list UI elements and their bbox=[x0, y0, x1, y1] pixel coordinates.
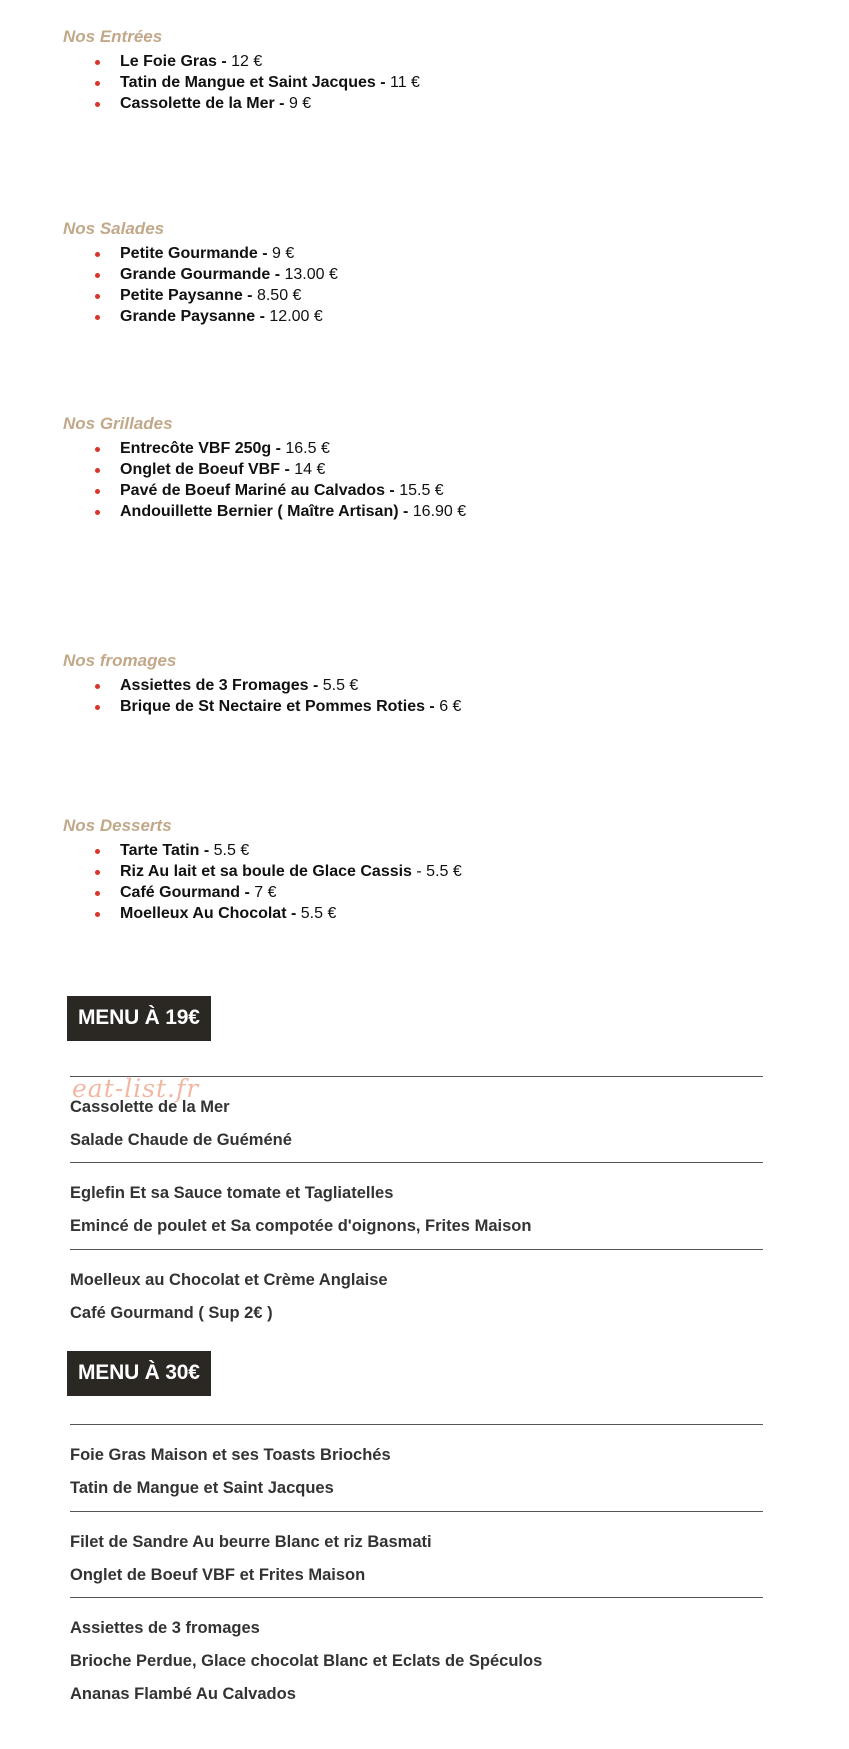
list-item: Le Foie Gras - 12 € bbox=[91, 51, 483, 72]
list-item: Tarte Tatin - 5.5 € bbox=[91, 840, 483, 861]
section-title: Nos Salades bbox=[63, 219, 165, 238]
list-item: Assiettes de 3 Fromages - 5.5 € bbox=[91, 675, 483, 696]
course-block bbox=[70, 1076, 763, 1150]
list-item: Onglet de Boeuf VBF - 14 € bbox=[91, 459, 483, 480]
item-list bbox=[63, 51, 483, 114]
list-item: Andouillette Bernier ( Maître Artisan) - 16.90 € bbox=[63, 501, 483, 522]
list-item: Tatin de Mangue et Saint Jacques - 11 € bbox=[63, 72, 483, 93]
section-title: Nos fromages bbox=[63, 651, 177, 670]
section-grillades bbox=[63, 414, 483, 522]
section-entrees bbox=[63, 27, 483, 114]
section-title: Nos Grillades bbox=[63, 414, 173, 433]
course-item: Filet de Sandre Au beurre Blanc et riz Basmati bbox=[70, 1533, 432, 1551]
course-block bbox=[70, 1249, 763, 1323]
section-fromages bbox=[63, 651, 483, 717]
course-item: Foie Gras Maison et ses Toasts Briochés bbox=[70, 1446, 391, 1464]
course-item: Salade Chaude de Guéméné bbox=[70, 1131, 292, 1149]
item-list bbox=[63, 675, 483, 717]
list-item: Grande Gourmande - 13.00 € bbox=[91, 264, 483, 285]
course-item: Eglefin Et sa Sauce tomate et Tagliatelles bbox=[70, 1184, 394, 1202]
section-title: Nos Desserts bbox=[63, 816, 172, 835]
list-item: Petite Gourmande - 9 € bbox=[91, 243, 483, 264]
list-item: Entrecôte VBF 250g - 16.5 € bbox=[91, 438, 483, 459]
course-item: Assiettes de 3 fromages bbox=[70, 1619, 260, 1637]
list-item: Brique de St Nectaire et Pommes Roties - 6 € bbox=[63, 696, 483, 717]
course-item: Tatin de Mangue et Saint Jacques bbox=[70, 1479, 334, 1497]
course-item: Brioche Perdue, Glace chocolat Blanc et Eclats de Spéculos bbox=[70, 1652, 543, 1670]
section-desserts bbox=[63, 816, 483, 924]
course-item: Ananas Flambé Au Calvados bbox=[70, 1685, 296, 1703]
list-item: Café Gourmand - 7 € bbox=[91, 882, 483, 903]
list-item: Riz Au lait et sa boule de Glace Cassis - 5.5 € bbox=[63, 861, 483, 882]
course-block bbox=[70, 1424, 763, 1498]
item-list bbox=[63, 243, 483, 327]
section-title: Nos Entrées bbox=[63, 27, 163, 46]
list-item: Moelleux Au Chocolat - 5.5 € bbox=[91, 903, 483, 924]
course-item: Café Gourmand ( Sup 2€ ) bbox=[70, 1304, 273, 1322]
course-block bbox=[70, 1597, 763, 1704]
list-item: Pavé de Boeuf Mariné au Calvados - 15.5 € bbox=[63, 480, 483, 501]
list-item: Grande Paysanne - 12.00 € bbox=[91, 306, 483, 327]
watermark: eat-list.fr bbox=[72, 1074, 200, 1103]
course-item: Moelleux au Chocolat et Crème Anglaise bbox=[70, 1271, 388, 1289]
item-list bbox=[63, 438, 483, 522]
section-salades bbox=[63, 219, 483, 327]
course-block bbox=[70, 1162, 763, 1236]
course-item: Onglet de Boeuf VBF et Frites Maison bbox=[70, 1566, 366, 1584]
course-item: Cassolette de la Mer bbox=[70, 1098, 230, 1116]
menu-19-banner: MENU À 19€ bbox=[67, 996, 211, 1041]
list-item: Petite Paysanne - 8.50 € bbox=[91, 285, 483, 306]
menu-30-banner: MENU À 30€ bbox=[67, 1351, 211, 1396]
course-item: Emincé de poulet et Sa compotée d'oignons, Frites Maison bbox=[70, 1217, 532, 1235]
course-block bbox=[70, 1511, 763, 1585]
list-item: Cassolette de la Mer - 9 € bbox=[91, 93, 483, 114]
item-list bbox=[63, 840, 483, 924]
